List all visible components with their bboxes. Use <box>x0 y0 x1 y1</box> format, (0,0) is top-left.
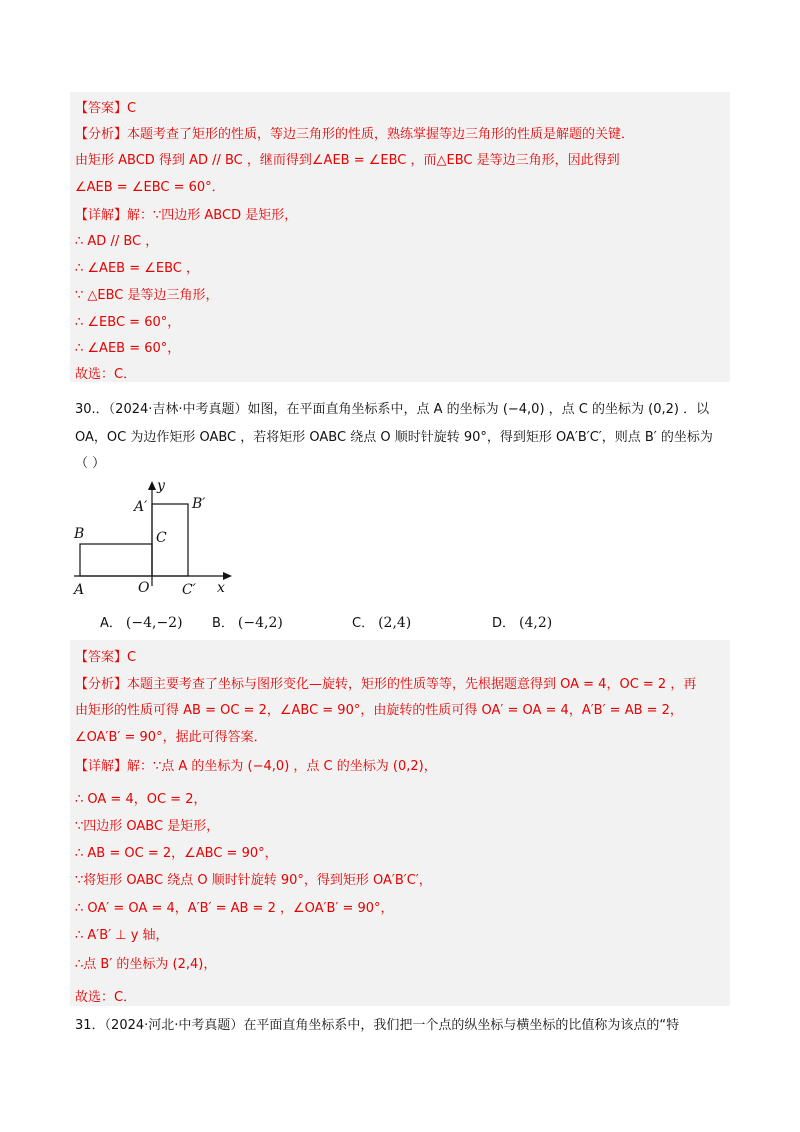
q29-detail-line-4: ∵ △EBC 是等边三角形， <box>75 288 219 303</box>
q30-stem-line-3: （ ） <box>75 456 106 471</box>
q30-detail-line-3: ∵四边形 OABC 是矩形， <box>75 819 220 834</box>
option-d-value: (4,2) <box>519 615 553 631</box>
label-B: B <box>74 526 85 542</box>
q29-detail-line-2: ∴ AD // BC ， <box>75 234 159 249</box>
q30-analysis-line-3: ∠OA′B′ = 90°，据此可得答案． <box>75 730 267 745</box>
q29-analysis-line-2: 由矩形 ABCD 得到 AD // BC ，继而得到∠AEB = ∠EBC ，而△EBC 是等边三角形，因此得到 <box>75 153 620 168</box>
label-y: y <box>157 478 165 494</box>
q30-detail-line-5: ∵将矩形 OABC 绕点 O 顺时针旋转 90°，得到矩形 OA′B′C′， <box>75 873 432 888</box>
label-C-prime: C′ <box>182 582 196 598</box>
option-c-letter: C． <box>352 616 375 631</box>
label-x: x <box>217 580 225 596</box>
q29-analysis-line-1: 【分析】本题考查了矩形的性质，等边三角形的性质，熟练掌握等边三角形的性质是解题的关键． <box>75 127 635 142</box>
label-A: A <box>74 582 85 598</box>
q30-option-c <box>352 612 411 631</box>
q30-option-a <box>100 612 183 631</box>
q30-analysis-line-2: 由矩形的性质可得 AB = OC = 2，∠ABC = 90°，由旋转的性质可得 OA′ = OA = 4，A′B′ = AB = 2， <box>75 703 683 718</box>
q30-coordinate-figure <box>62 476 242 600</box>
q30-stem-line-2: OA，OC 为边作矩形 OABC ，若将矩形 OABC 绕点 O 顺时针旋转 90°，得到矩形 OA′B′C′，则点 B′ 的坐标为 <box>75 430 713 445</box>
q29-detail-line-5: ∴ ∠EBC = 60°， <box>75 315 181 330</box>
q30-stem-line-1: 30.．（2024·吉林·中考真题）如图，在平面直角坐标系中，点 A 的坐标为 (−4,0) ，点 C 的坐标为 (0,2) ．以 <box>75 402 710 417</box>
q31-stem-line-1: 31．（2024·河北·中考真题）在平面直角坐标系中，我们把一个点的纵坐标与横坐标的比值称为该点的“特 <box>75 1018 680 1033</box>
q30-detail-line-2: ∴ OA = 4，OC = 2， <box>75 792 207 807</box>
label-B-prime: B′ <box>192 496 206 512</box>
q29-detail-line-6: ∴ ∠AEB = 60°， <box>75 341 181 356</box>
option-c-value: (2,4) <box>378 615 412 631</box>
option-a-letter: A． <box>100 616 122 631</box>
option-b-value: (−4,2) <box>237 615 283 631</box>
q29-choice: 故选：C． <box>75 367 137 382</box>
rectangle-OABC <box>80 544 152 576</box>
q30-choice: 故选：C． <box>75 990 137 1005</box>
q29-detail-line-3: ∴ ∠AEB = ∠EBC ， <box>75 261 200 276</box>
q30-option-d <box>492 612 552 631</box>
q30-analysis-line-1: 【分析】本题主要考查了坐标与图形变化—旋转，矩形的性质等等，先根据题意得到 OA = 4，OC = 2 ，再 <box>75 677 697 692</box>
q30-option-b <box>212 612 283 631</box>
option-d-letter: D． <box>492 616 516 631</box>
q29-analysis-line-3: ∠AEB = ∠EBC = 60°． <box>75 180 225 195</box>
q29-answer: 【答案】C <box>75 101 137 116</box>
q30-detail-line-7: ∴ A′B′ ⊥ y 轴， <box>75 928 169 943</box>
option-a-value: (−4,−2) <box>125 615 183 631</box>
q30-detail-line-6: ∴ OA′ = OA = 4，A′B′ = AB = 2 ，∠OA′B′ = 90°， <box>75 901 394 916</box>
q30-detail-line-8: ∴点 B′ 的坐标为 (2,4)， <box>75 957 217 972</box>
q30-answer: 【答案】C <box>75 650 137 665</box>
label-A-prime: A′ <box>134 499 148 515</box>
q29-detail-line-1: 【详解】解：∵四边形 ABCD 是矩形， <box>75 208 298 223</box>
x-axis-arrow-icon <box>223 572 232 580</box>
y-axis-arrow-icon <box>148 481 156 490</box>
q30-detail-line-1: 【详解】解：∵点 A 的坐标为 (−4,0) ，点 C 的坐标为 (0,2)， <box>75 759 437 774</box>
label-C: C <box>156 530 167 546</box>
option-b-letter: B． <box>212 616 234 631</box>
q30-detail-line-4: ∴ AB = OC = 2，∠ABC = 90°， <box>75 846 278 861</box>
label-O: O <box>138 580 150 596</box>
